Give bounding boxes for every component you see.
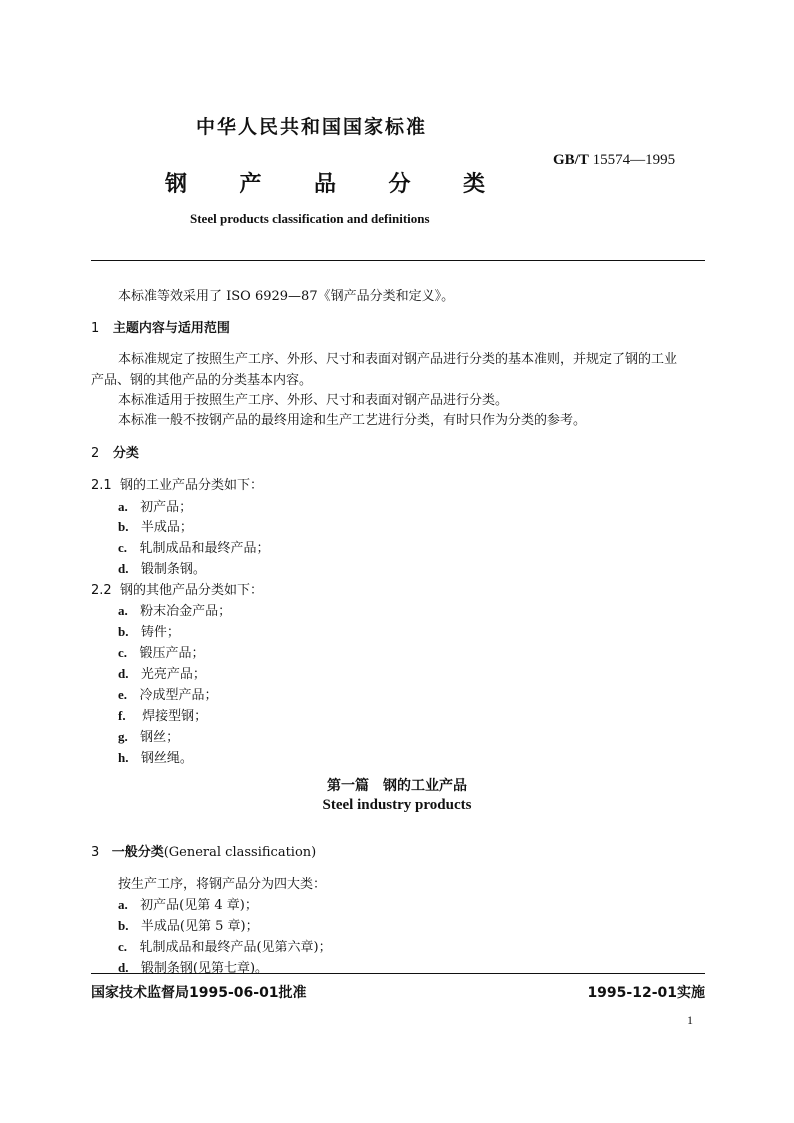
item-text: 粉末冶金产品； [140, 604, 232, 619]
item-letter: c. [118, 645, 128, 660]
section-title: 主题内容与适用范围 [112, 321, 230, 336]
section-title-english: (General classification) [163, 845, 317, 860]
item-letter: b. [118, 918, 129, 933]
item-letter: c. [118, 540, 128, 555]
item-letter: a. [118, 603, 128, 618]
list-item [118, 642, 204, 661]
item-text: 半成品； [140, 520, 193, 535]
subsection-2-1 [91, 474, 263, 493]
item-letter: b. [118, 519, 129, 534]
item-text: 光亮产品； [140, 667, 206, 682]
footer-divider [91, 973, 705, 974]
item-text: 锻制条钢。 [140, 562, 206, 577]
list-item [118, 915, 259, 934]
item-letter: e. [118, 687, 128, 702]
page-number: 1 [687, 1013, 693, 1027]
list-item [118, 684, 217, 703]
section-1-para-1-line-1: 本标准规定了按照生产工序、外形、尺寸和表面对钢产品进行分类的基本准则，并规定了钢的工业 [118, 352, 678, 367]
title-char: 品 [313, 172, 336, 197]
list-item [118, 558, 206, 577]
item-letter: b. [118, 624, 129, 639]
list-item [118, 496, 192, 515]
title-char: 钢 [165, 172, 188, 197]
section-2-heading [91, 442, 139, 461]
implementation-date: 1995-12-01实施 [587, 985, 705, 1001]
item-text: 初产品(见第 4 章)； [140, 898, 258, 913]
section-number: 2 [91, 446, 100, 461]
subsection-number: 2.1 [91, 478, 112, 493]
item-text: 钢丝； [140, 730, 180, 745]
item-letter: c. [118, 939, 128, 954]
section-1-para-2: 本标准适用于按照生产工序、外形、尺寸和表面对钢产品进行分类。 [118, 393, 509, 408]
section-1-heading [91, 317, 230, 336]
item-text: 冷成型产品； [139, 688, 218, 703]
item-text: 锻制条钢(见第七章)。 [140, 961, 269, 976]
item-letter: a. [118, 897, 128, 912]
item-letter: d. [118, 666, 129, 681]
section-title: 一般分类 [111, 845, 164, 860]
section-1-para-1-line-2: 产品、钢的其他产品的分类基本内容。 [91, 373, 313, 388]
section-number: 3 [91, 845, 100, 860]
item-letter: d. [118, 561, 129, 576]
title-char: 产 [239, 172, 262, 197]
list-item [118, 705, 207, 724]
list-item [118, 621, 180, 640]
section-3-heading [91, 841, 316, 860]
item-text: 锻压产品； [139, 646, 205, 661]
section-number: 1 [91, 321, 100, 336]
subsection-text: 钢的工业产品分类如下： [119, 478, 263, 493]
list-item [118, 894, 258, 913]
item-text: 钢丝绳。 [140, 751, 193, 766]
subsection-2-2 [91, 579, 263, 598]
approval-line: 国家技术监督局1995-06-01批准 [91, 985, 307, 1001]
list-item [118, 537, 269, 556]
item-letter: f. [118, 708, 126, 723]
item-text: 轧制成品和最终产品(见第六章)； [139, 940, 332, 955]
section-3-lead: 按生产工序，将钢产品分为四大类： [118, 877, 327, 892]
item-text: 轧制成品和最终产品； [139, 541, 270, 556]
national-standard-heading: 中华人民共和国国家标准 [196, 116, 428, 138]
title-char: 分 [388, 172, 411, 197]
item-letter: h. [118, 750, 129, 765]
title-char: 类 [462, 172, 485, 197]
list-item [118, 936, 332, 955]
list-item [118, 747, 193, 766]
part-1-title-english: Steel industry products [322, 797, 472, 813]
subsection-number: 2.2 [91, 583, 112, 598]
document-title [165, 167, 485, 198]
intro-paragraph: 本标准等效采用了 ISO 6929—87《钢产品分类和定义》。 [118, 289, 455, 304]
document-title-english: Steel products classification and definitions [190, 211, 430, 226]
item-text: 初产品； [140, 500, 193, 515]
item-letter: a. [118, 499, 128, 514]
standard-prefix: GB/T [553, 152, 589, 168]
list-item [118, 600, 231, 619]
section-title: 分类 [112, 446, 139, 461]
list-item [118, 516, 193, 535]
item-text: 半成品(见第 5 章)； [140, 919, 259, 934]
item-text: 焊接型钢； [142, 709, 208, 724]
list-item [118, 726, 179, 745]
part-1-title: 第一篇 钢的工业产品 [327, 778, 467, 794]
section-1-para-3: 本标准一般不按钢产品的最终用途和生产工艺进行分类，有时只作为分类的参考。 [118, 413, 587, 428]
item-text: 铸件； [140, 625, 180, 640]
list-item [118, 663, 206, 682]
item-letter: d. [118, 960, 129, 975]
standard-number [553, 152, 675, 169]
standard-code: 15574—1995 [592, 152, 676, 168]
item-letter: g. [118, 729, 128, 744]
subsection-text: 钢的其他产品分类如下： [119, 583, 263, 598]
header-divider [91, 260, 705, 261]
